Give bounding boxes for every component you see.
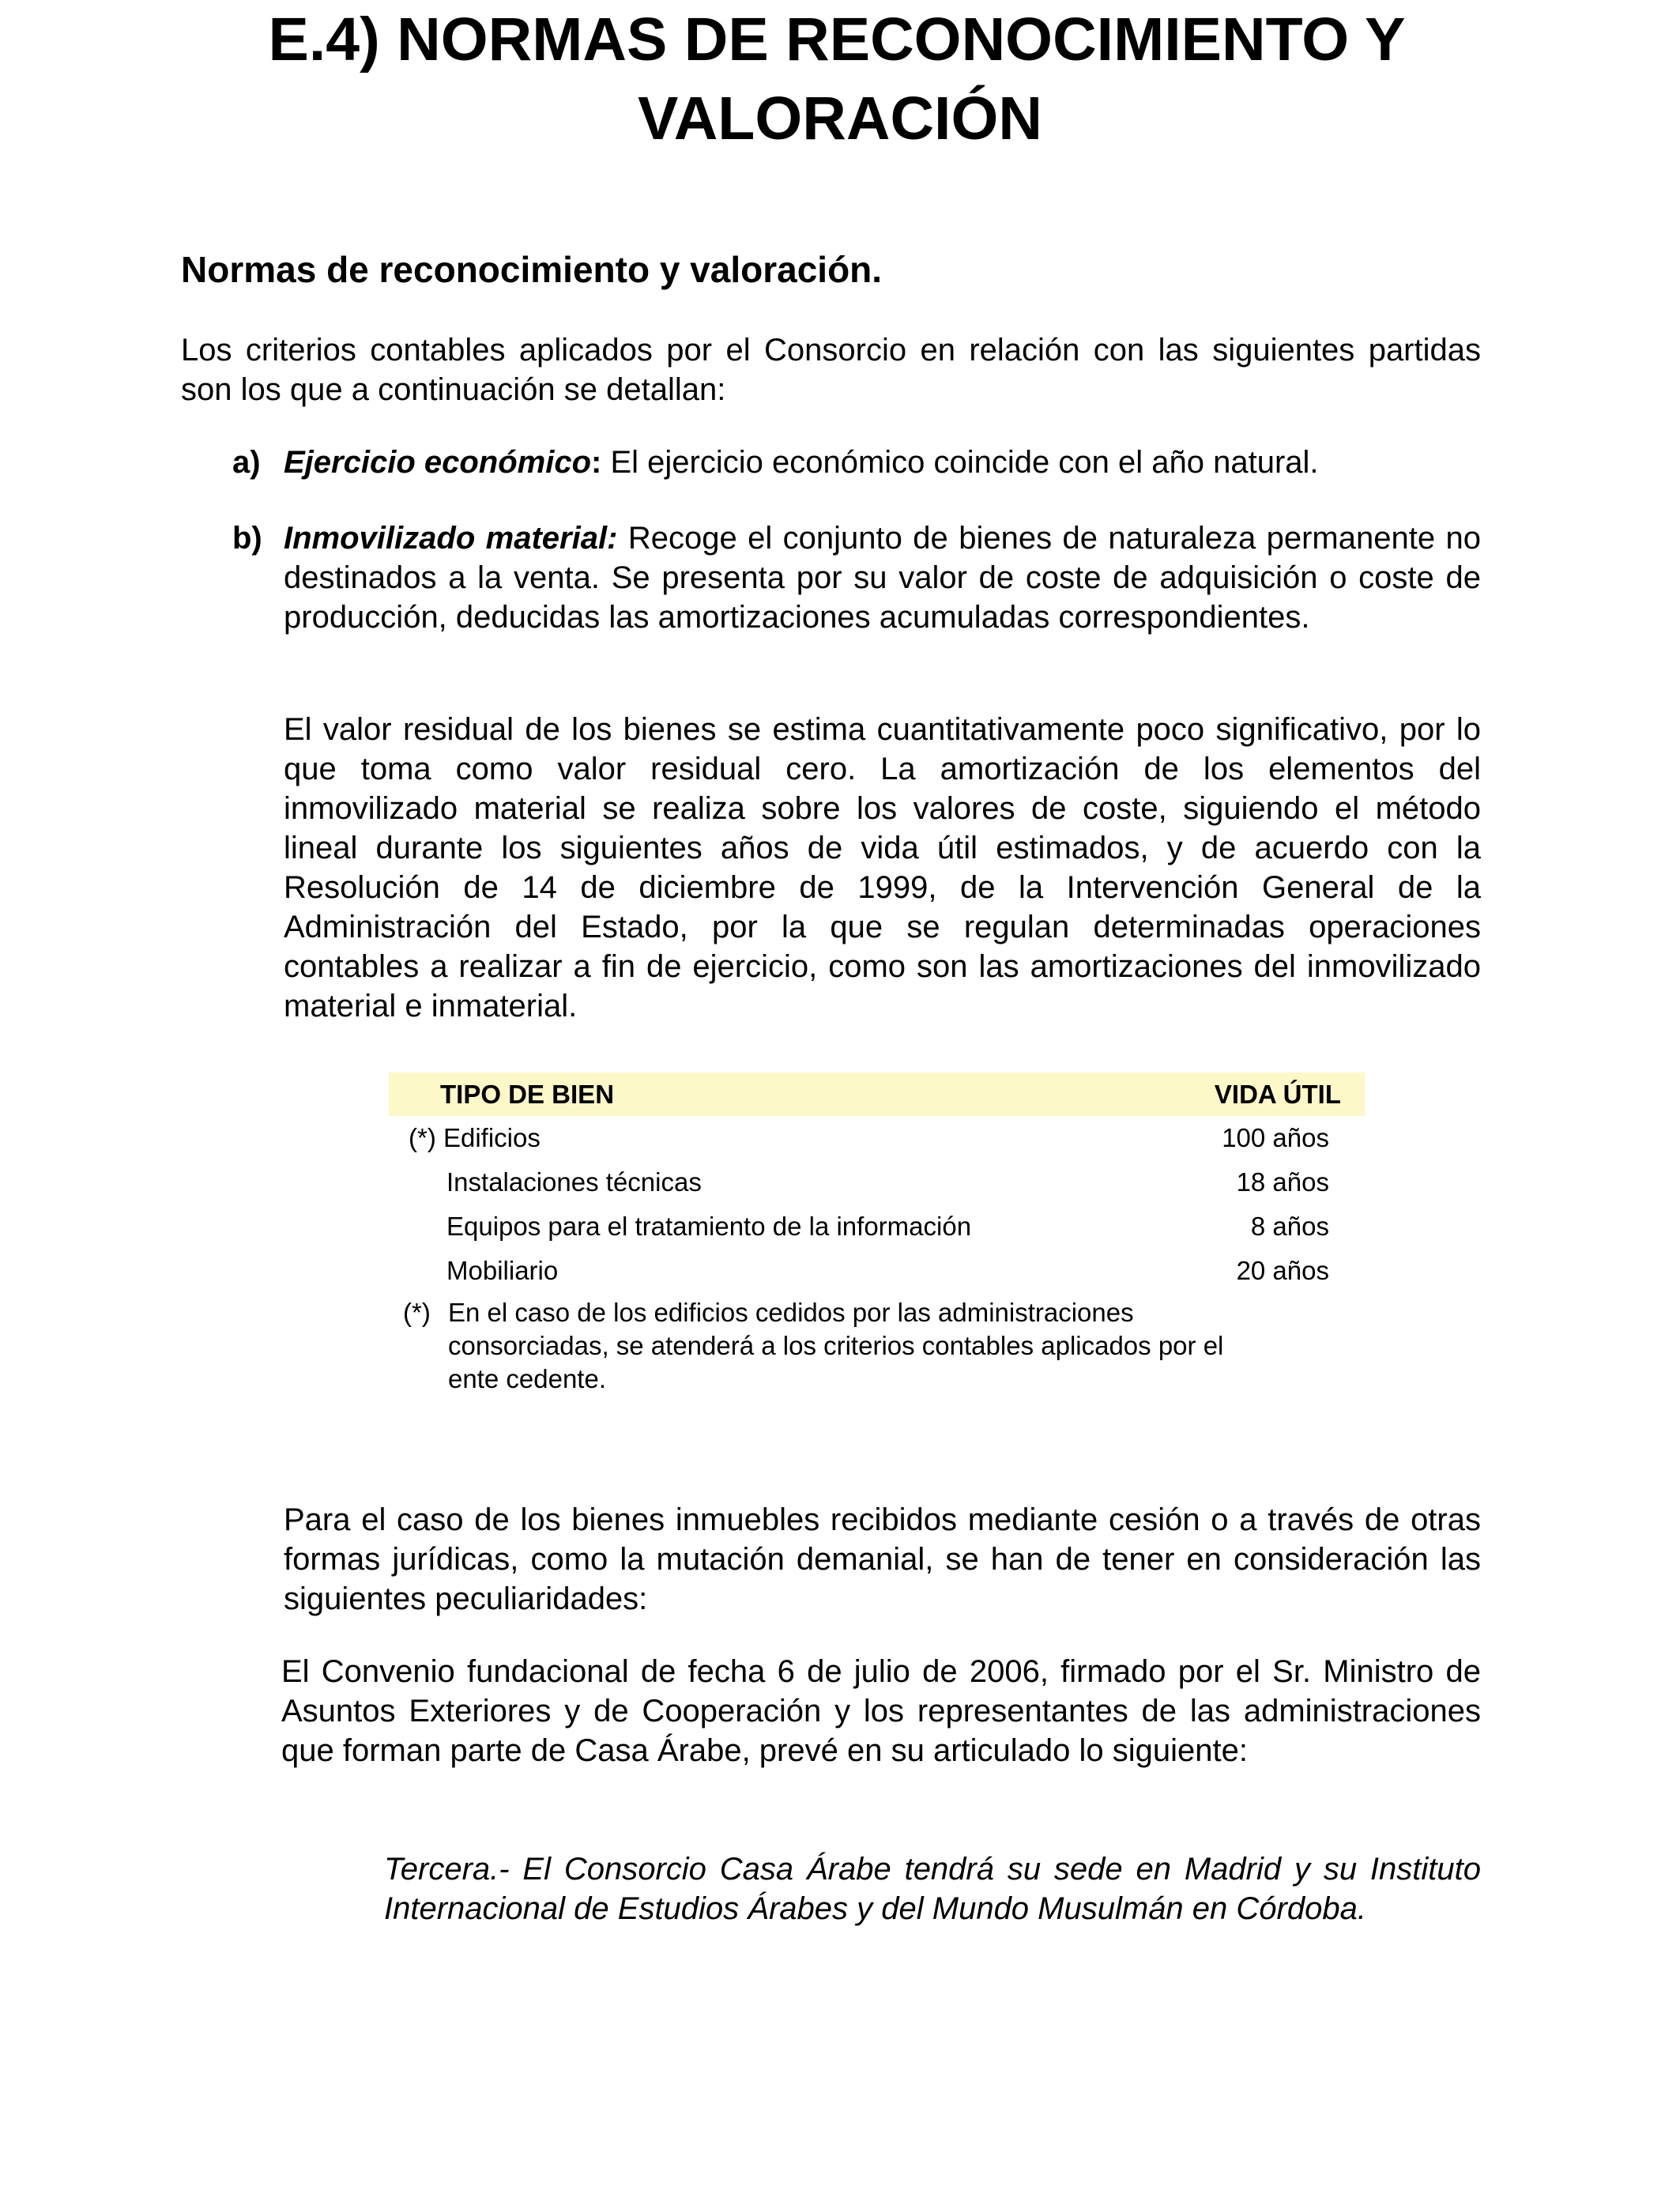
quoted-article: Tercera.- El Consorcio Casa Árabe tendrá su sede en Madrid y su Instituto Internacional de Estudios Árabes y del Mundo Musulmán en Córdoba. [384, 1852, 1481, 1926]
list-item-text: Recoge el conjunto de bienes de naturaleza permanente no destinados a la venta. Se presenta por su valor de coste de adquisición o coste de producción, deducidas las amortizaciones acumuladas correspondientes. [284, 521, 1481, 635]
table-row [389, 1204, 1365, 1249]
list-item-body [284, 443, 1481, 482]
list-item-inmovilizado [232, 518, 1481, 637]
table-row [389, 1249, 1365, 1293]
term-separator: : [591, 445, 602, 480]
cell-type: Equipos para el tratamiento de la información [446, 1212, 972, 1241]
cell-life: 100 años [1222, 1123, 1329, 1152]
header-vida-util: VIDA ÚTIL [1214, 1080, 1341, 1109]
useful-life-table [389, 1072, 1365, 1396]
table-row [389, 1116, 1365, 1160]
page-title-line-1: E.4) NORMAS DE RECONOCIMIENTO Y [268, 6, 1406, 74]
table-row [389, 1160, 1365, 1204]
page-title [0, 0, 1680, 158]
footnote-marker: (*) [403, 1298, 431, 1327]
list-item-text: El ejercicio económico coincide con el año natural. [601, 445, 1319, 480]
residual-value-paragraph: El valor residual de los bienes se estima cuantitativamente poco significativo, por lo que toma como valor residual cero. La amortización de los elementos del inmovilizado material se realiza sobre los valores de coste, siguiendo el método lineal durante los siguientes años de vida útil estimados, y de acuerdo con la Resolución de 14 de diciembre de 1999, de la Intervención General de la Administración del Estado, por la que se regulan determinadas operaciones contables a realizar a fin de ejercicio, como son las amortizaciones del inmovilizado material e inmaterial. [284, 712, 1481, 1023]
table-header [389, 1072, 1365, 1116]
list-item-body [284, 518, 1481, 637]
list-marker: a) [232, 445, 261, 480]
footnote-text: En el caso de los edificios cedidos por las administraciones consorciadas, se atenderá a los criterios contables aplicados por el ente cedente. [448, 1298, 1224, 1393]
cell-type: (*) Edificios [409, 1123, 541, 1152]
cell-type: Mobiliario [446, 1256, 559, 1285]
cell-life: 8 años [1250, 1212, 1329, 1241]
table-footnote [389, 1296, 1365, 1396]
section-heading: Normas de reconocimiento y valoración. [181, 249, 883, 290]
intro-paragraph: Los criterios contables aplicados por el Consorcio en relación con las siguientes partidas son los que a continuación se detallan: [181, 333, 1481, 407]
header-tipo-de-bien: TIPO DE BIEN [440, 1080, 615, 1109]
cession-paragraph: Para el caso de los bienes inmuebles recibidos mediante cesión o a través de otras formas jurídicas, como la mutación demanial, se han de tener en consideración las siguientes peculiaridades: [284, 1502, 1481, 1616]
cell-life: 20 años [1236, 1256, 1329, 1285]
list-marker: b) [232, 521, 262, 556]
list-item-term: Ejercicio económico [284, 445, 592, 480]
cell-type: Instalaciones técnicas [446, 1167, 702, 1197]
cell-life: 18 años [1236, 1167, 1329, 1197]
list-item-ejercicio [232, 443, 1481, 482]
list-item-term: Inmovilizado material: [284, 521, 618, 556]
page-title-line-2: VALORACIÓN [638, 85, 1042, 153]
convenio-paragraph: El Convenio fundacional de fecha 6 de julio de 2006, firmado por el Sr. Ministro de Asuntos Exteriores y de Cooperación y los representantes de las administraciones que forman parte de Casa Árabe, prevé en su articulado lo siguiente: [281, 1654, 1481, 1768]
